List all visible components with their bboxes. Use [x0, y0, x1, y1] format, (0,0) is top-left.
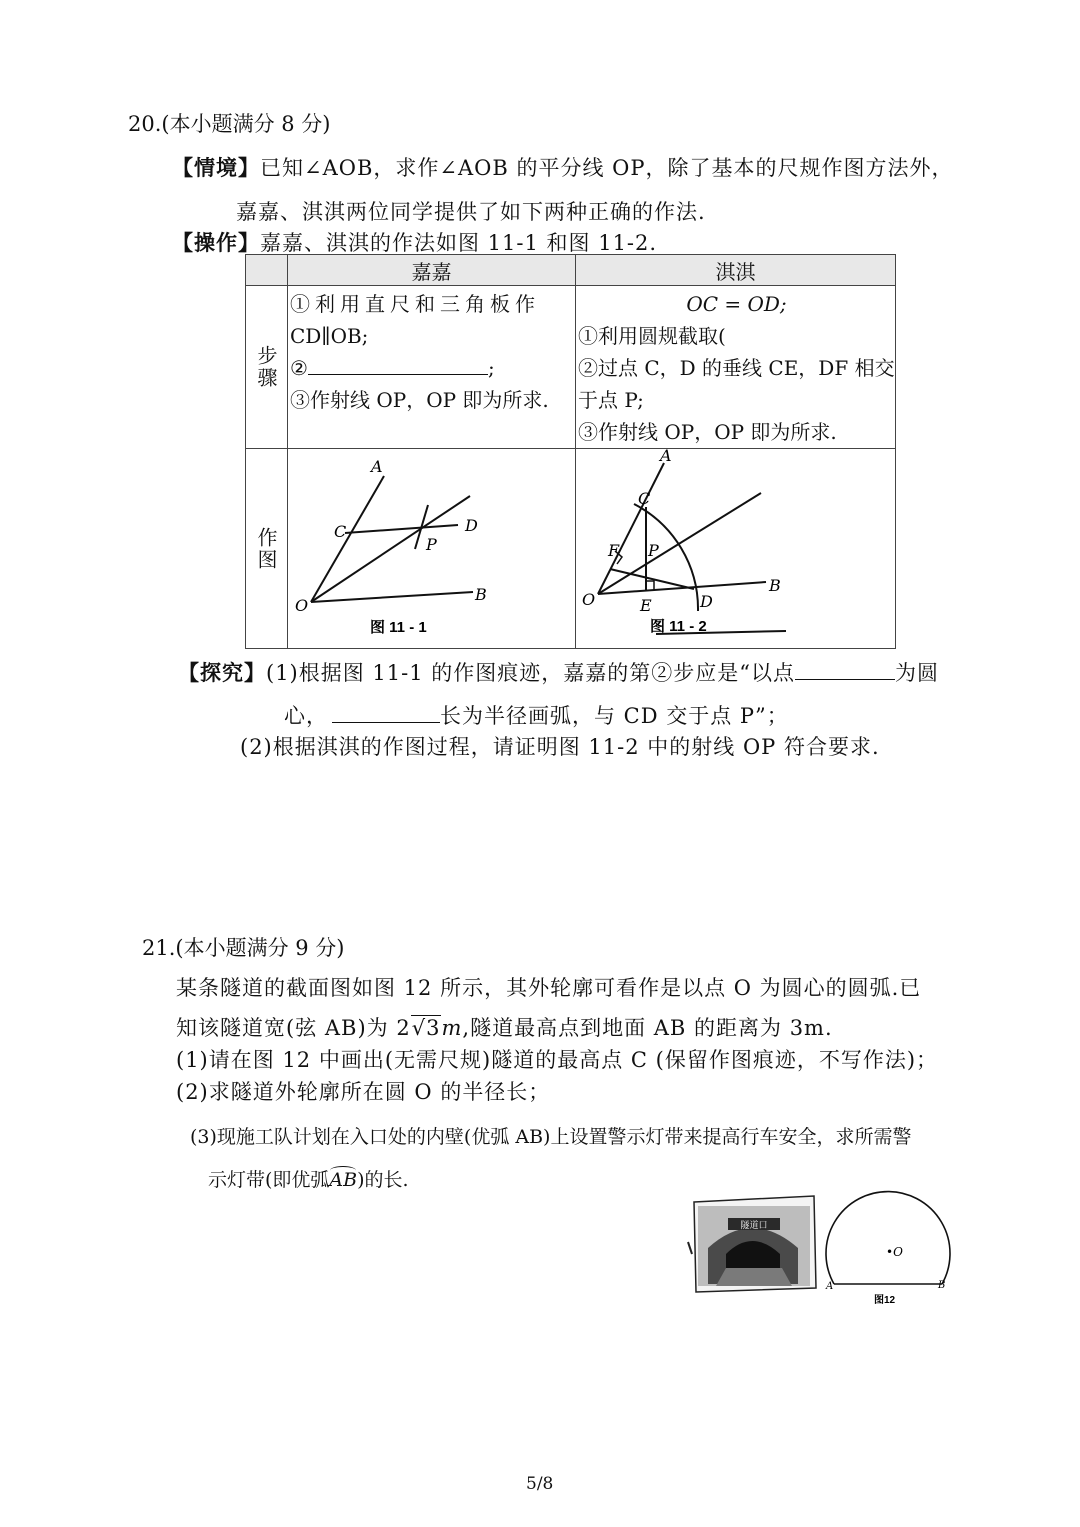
- ray-OP: [311, 496, 470, 602]
- qiqi-step2-cont: 于点 P;: [578, 388, 644, 412]
- jiajia-step1: ①利用直尺和三角板作: [290, 292, 540, 316]
- q20-header: 20.(本小题满分 8 分): [128, 112, 331, 136]
- explore-1c: 心，: [284, 704, 328, 728]
- label-C: C: [334, 522, 347, 541]
- label-O: O: [295, 596, 309, 615]
- label-P: P: [648, 541, 659, 560]
- row-label-steps-cell: [246, 286, 288, 449]
- qiqi-steps: [576, 286, 896, 449]
- arc-AB-text: AB: [329, 1169, 358, 1191]
- q20-context-line2: 嘉嘉、淇淇两位同学提供了如下两种正确的作法.: [236, 200, 706, 224]
- table-corner: [246, 255, 288, 286]
- line-CD: [345, 525, 458, 533]
- label-D: D: [700, 592, 713, 611]
- tunnel-sign: 隧道口: [740, 1221, 768, 1231]
- row-label-steps: 步骤: [254, 345, 278, 389]
- label-A: A: [660, 449, 672, 465]
- qiqi-formula: OC = OD;: [686, 292, 787, 316]
- fig12-caption: 图12: [874, 1295, 896, 1306]
- fig12-diagram: [820, 1188, 960, 1312]
- q21-line2a: 知该隧道宽(弦 AB)为 2: [176, 1016, 411, 1040]
- explore-1a: (1)根据图 11-1 的作图痕迹，嘉嘉的第②步应是“以点: [266, 661, 796, 685]
- right-angle-E: [646, 581, 654, 590]
- fig11-1-caption: 图 11 - 1: [370, 619, 427, 636]
- label-A: A: [826, 1281, 834, 1292]
- explore-line2: [284, 700, 789, 730]
- q21-line2: [176, 1012, 833, 1042]
- ray-OB: [311, 592, 473, 602]
- fig11-2-diagram: [576, 449, 896, 643]
- construction-table: [245, 254, 896, 649]
- label-O: O: [582, 590, 596, 609]
- jiajia-step2-end: ;: [487, 356, 495, 380]
- q20-operation-line: [172, 227, 657, 257]
- q21-item1: (1)请在图 12 中画出(无需尺规)隧道的最高点 C (保留作图痕迹，不写作法)；: [176, 1048, 939, 1072]
- context-tag: 【情境】: [172, 155, 260, 180]
- label-E: E: [640, 596, 652, 615]
- q21-item3a: (3)现施工队计划在入口处的内壁(优弧 AB)上设置警示灯带来提高行车安全，求所需警: [190, 1126, 912, 1148]
- label-C: C: [638, 489, 651, 508]
- col-header-qiqi: 淇淇: [576, 255, 896, 286]
- arc-CD: [634, 504, 698, 611]
- operation-text: 嘉嘉、淇淇的作法如图 11-1 和图 11-2.: [260, 231, 658, 255]
- qiqi-step3: ③作射线 OP，OP 即为所求.: [578, 420, 837, 444]
- row-label-fig-cell: [246, 449, 288, 649]
- explore-tag: 【探究】: [178, 660, 266, 685]
- label-B: B: [769, 576, 781, 595]
- jiajia-step1-cont: CD∥OB;: [290, 324, 369, 348]
- tunnel-photo: [686, 1188, 822, 1294]
- explore-1b: 为圆: [895, 661, 940, 685]
- jiajia-step2: [288, 352, 575, 384]
- label-P: P: [426, 535, 437, 554]
- q21-unit: m: [441, 1016, 463, 1040]
- qiqi-step1: ①利用圆规截取(: [578, 324, 726, 348]
- q21-item3b-pre: 示灯带(即优弧: [208, 1169, 330, 1191]
- jiajia-step2-blank: [308, 352, 488, 375]
- q21-header: 21.(本小题满分 9 分): [142, 936, 345, 960]
- label-F: F: [608, 541, 620, 560]
- fig11-1-cell: [288, 449, 576, 649]
- explore-line1: [178, 657, 939, 687]
- explore-blank1: [795, 657, 895, 680]
- ray-OB: [598, 582, 766, 594]
- page-number: 5/8: [526, 1474, 554, 1494]
- context-text: 已知∠AOB，求作∠AOB 的平分线 OP，除了基本的尺规作图方法外，: [260, 156, 954, 180]
- q21-item2: (2)求隧道外轮廓所在圆 O 的半径长；: [176, 1080, 551, 1104]
- label-A: A: [371, 457, 383, 476]
- label-O: •O: [886, 1245, 903, 1259]
- ray-OA: [311, 476, 384, 602]
- jiajia-step3: ③作射线 OP，OP 即为所求.: [290, 388, 549, 412]
- sqrt-radicand: √3: [411, 1016, 441, 1040]
- q21-item3b: [208, 1165, 409, 1192]
- jiajia-steps: [288, 286, 576, 449]
- arc-overmark: [330, 1166, 356, 1175]
- q21-line1: 某条隧道的截面图如图 12 所示，其外轮廓可看作是以点 O 为圆心的圆弧.已: [176, 976, 922, 1000]
- arc-AB-notation: [329, 1169, 357, 1191]
- q21-item3b-post: )的长.: [357, 1169, 409, 1191]
- explore-line3: (2)根据淇淇的作图过程，请证明图 11-2 中的射线 OP 符合要求.: [240, 735, 880, 759]
- major-arc-AB: [826, 1192, 950, 1284]
- explore-blank2: [332, 700, 440, 723]
- qiqi-step2: ②过点 C，D 的垂线 CE，DF 相交: [578, 356, 895, 380]
- explore-1d: 长为半径画弧，与 CD 交于点 P”；: [440, 704, 789, 728]
- label-D: D: [465, 516, 478, 535]
- label-B: B: [938, 1280, 946, 1291]
- jiajia-step2-num: ②: [290, 356, 308, 380]
- row-label-fig: 作图: [254, 526, 278, 571]
- fig11-2-caption: 图 11 - 2: [650, 618, 707, 635]
- fig11-2-cell: [576, 449, 896, 649]
- col-header-jiajia: 嘉嘉: [288, 255, 576, 286]
- q20-context-line1: [172, 152, 954, 182]
- fig11-1-diagram: [288, 449, 576, 643]
- sqrt-value: 3: [426, 1016, 441, 1040]
- q21-line2b: ,隧道最高点到地面 AB 的距离为 3m.: [462, 1016, 833, 1040]
- label-B: B: [475, 585, 487, 604]
- operation-tag: 【操作】: [172, 230, 260, 255]
